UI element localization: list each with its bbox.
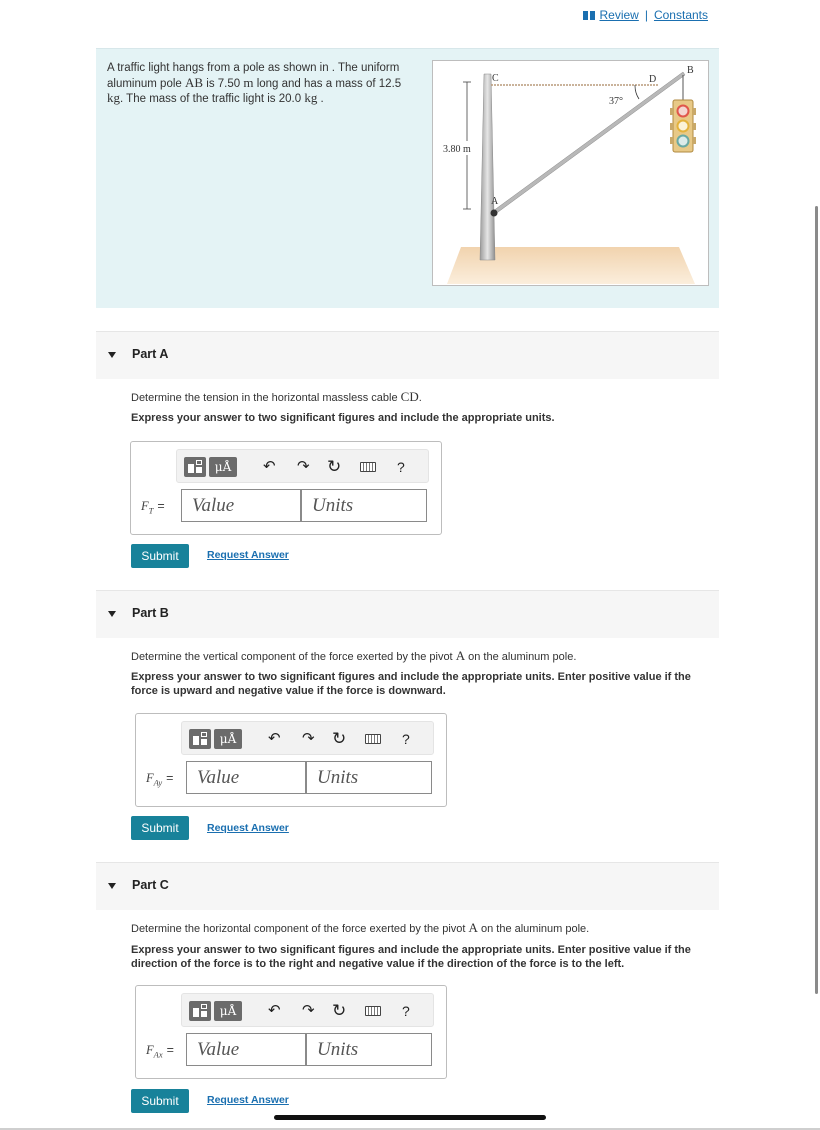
problem-text xyxy=(107,62,407,107)
label-b: B xyxy=(687,65,694,76)
math-toolbar xyxy=(176,449,429,483)
templates-button[interactable] xyxy=(184,457,206,477)
submit-button[interactable]: Submit xyxy=(131,816,189,840)
answer-label: $F_{Ax}$ = xyxy=(146,1043,174,1060)
redo-icon[interactable]: ↷ xyxy=(302,1002,315,1019)
question-math: A xyxy=(468,920,478,935)
problem-line3: long and has a mass of 12.5 xyxy=(256,77,402,90)
problem-line2: is 7.50 xyxy=(206,77,241,90)
submit-button[interactable]: Submit xyxy=(131,544,189,568)
units-input[interactable]: Units xyxy=(301,489,427,522)
pivot-a xyxy=(491,210,498,217)
problem-panel xyxy=(96,48,719,308)
help-icon[interactable]: ? xyxy=(397,459,405,475)
reset-icon[interactable]: ↻ xyxy=(332,729,347,748)
question-text-end: on the aluminum pole. xyxy=(480,923,590,935)
units-input[interactable]: Units xyxy=(306,761,432,794)
redo-icon[interactable]: ↷ xyxy=(297,458,310,475)
math-toolbar xyxy=(181,993,434,1027)
part-a-title: Part A xyxy=(132,347,169,361)
submit-button[interactable]: Submit xyxy=(131,1089,189,1113)
units-input[interactable]: Units xyxy=(306,1033,432,1066)
help-icon[interactable]: ? xyxy=(402,1003,410,1019)
part-c-instruction: Express your answer to two significant figures and include the appropriate units. Enter positive value if the direction of the force is to the right and negative value if the direction of the force is to the left. xyxy=(131,944,691,970)
part-b-instruction: Express your answer to two significant figures and include the appropriate units. Enter positive value if the force is upward and negative value if the force is downward. xyxy=(131,671,691,697)
problem-line5: . xyxy=(320,93,324,105)
question-math: A xyxy=(455,648,466,663)
collapse-caret-icon xyxy=(108,611,116,617)
part-b-answer-box xyxy=(135,713,447,807)
aluminum-pole-ab xyxy=(493,72,685,215)
keyboard-icon[interactable] xyxy=(365,734,381,744)
part-a-question xyxy=(131,390,711,405)
part-c-answer-box xyxy=(135,985,447,1079)
part-b-title: Part B xyxy=(132,606,169,620)
answer-var-sub: T xyxy=(148,505,154,516)
answer-label: $F_{Ay}$ = xyxy=(146,771,174,788)
value-input[interactable]: Value xyxy=(186,1033,306,1066)
link-separator: | xyxy=(644,8,648,22)
question-math: CD xyxy=(400,389,419,404)
pole-label: AB xyxy=(185,74,204,90)
templates-button[interactable] xyxy=(189,729,211,749)
value-input[interactable]: Value xyxy=(181,489,301,522)
constants-link[interactable]: Constants xyxy=(653,8,708,22)
answer-var: F xyxy=(146,771,154,785)
question-text: Determine the vertical component of the force exerted by the pivot xyxy=(131,651,453,663)
units-button[interactable]: μÅ xyxy=(209,457,237,477)
request-answer-link[interactable]: Request Answer xyxy=(207,822,289,834)
request-answer-link[interactable]: Request Answer xyxy=(207,549,289,561)
unit-kg: kg xyxy=(107,90,120,105)
redo-icon[interactable]: ↷ xyxy=(302,730,315,747)
keyboard-icon[interactable] xyxy=(360,462,376,472)
angle-label: 37° xyxy=(609,96,623,107)
vertical-pole xyxy=(480,74,495,260)
answer-var-sub: Ax xyxy=(153,1049,163,1060)
reset-icon[interactable]: ↻ xyxy=(327,457,342,476)
label-d: D xyxy=(649,74,657,85)
figure[interactable] xyxy=(432,60,709,286)
angle-arc xyxy=(635,85,639,99)
label-a: A xyxy=(491,196,499,207)
units-button[interactable]: μÅ xyxy=(214,729,242,749)
problem-line4: . The mass of the traffic light is 20.0 xyxy=(120,93,302,105)
collapse-caret-icon xyxy=(108,883,116,889)
request-answer-link[interactable]: Request Answer xyxy=(207,1094,289,1106)
home-indicator[interactable] xyxy=(274,1115,546,1120)
question-text-end: . xyxy=(418,392,422,404)
question-text: Determine the tension in the horizontal massless cable xyxy=(131,392,398,404)
answer-label: $F_T$ = xyxy=(141,499,165,516)
part-b-header[interactable] xyxy=(96,590,719,638)
traffic-light-diagram xyxy=(433,61,710,287)
top-links xyxy=(583,8,708,22)
templates-button[interactable] xyxy=(189,1001,211,1021)
unit-kg-2: kg xyxy=(304,90,318,105)
traffic-light xyxy=(670,100,696,152)
collapse-caret-icon xyxy=(108,352,116,358)
answer-var: F xyxy=(146,1043,154,1057)
problem-line1: A traffic light hangs from a pole as shown in . The uniform aluminum pole xyxy=(107,62,400,90)
math-toolbar xyxy=(181,721,434,755)
reset-icon[interactable]: ↻ xyxy=(332,1001,347,1020)
label-c: C xyxy=(492,73,499,84)
part-a-answer-box xyxy=(130,441,442,535)
question-text-end: on the aluminum pole. xyxy=(468,651,577,663)
undo-icon[interactable]: ↶ xyxy=(263,458,276,475)
keyboard-icon[interactable] xyxy=(365,1006,381,1016)
units-button[interactable]: μÅ xyxy=(214,1001,242,1021)
part-a-instruction: Express your answer to two significant figures and include the appropriate units. xyxy=(131,412,555,424)
answer-var: F xyxy=(141,499,149,513)
undo-icon[interactable]: ↶ xyxy=(268,1002,281,1019)
book-icon xyxy=(583,11,595,20)
review-link[interactable]: Review xyxy=(599,8,639,22)
part-a-header[interactable] xyxy=(96,331,719,379)
help-icon[interactable]: ? xyxy=(402,731,410,747)
value-input[interactable]: Value xyxy=(186,761,306,794)
part-c-question xyxy=(131,921,711,936)
scrollbar[interactable] xyxy=(815,206,818,994)
part-b-question xyxy=(131,649,711,664)
answer-var-sub: Ay xyxy=(153,777,163,788)
undo-icon[interactable]: ↶ xyxy=(268,730,281,747)
part-c-title: Part C xyxy=(132,878,169,892)
unit-m: m xyxy=(243,74,254,90)
question-text: Determine the horizontal component of the force exerted by the pivot xyxy=(131,923,466,935)
part-c-header[interactable] xyxy=(96,862,719,910)
height-label: 3.80 m xyxy=(443,144,471,155)
